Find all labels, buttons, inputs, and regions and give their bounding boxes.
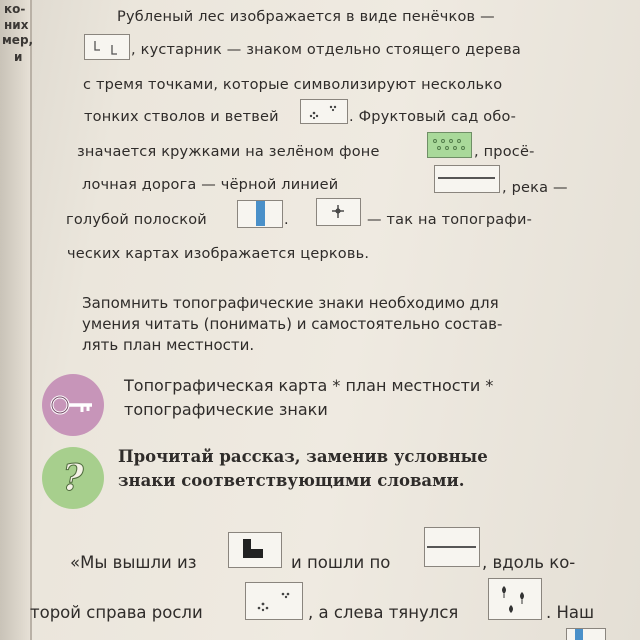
gutter-text: мер, — [2, 33, 34, 47]
question-mark-icon — [42, 447, 104, 509]
road-symbol — [434, 165, 500, 193]
text-line-4a: тонких стволов и ветвей — [84, 109, 279, 125]
text-line-8: ческих картах изображается церковь. — [67, 246, 370, 262]
church-symbol — [316, 198, 361, 226]
text-line-7a: голубой полоской — [66, 212, 207, 228]
story-line-2b: , а слева тянулся — [308, 603, 459, 622]
keywords-line-1: Топографическая карта * план местности * — [124, 376, 494, 395]
dirt-road-icon — [435, 166, 498, 191]
key-icon — [42, 374, 104, 436]
text-line-1: Рубленый лес изображается в виде пенёчков — — [117, 9, 495, 25]
church-cross-icon — [317, 199, 359, 224]
shrub-symbol — [300, 99, 348, 124]
task-line-1: Прочитай рассказ, заменив условные — [118, 447, 488, 466]
story-line-1c: , вдоль ко- — [482, 553, 576, 572]
task-badge — [42, 447, 104, 509]
svg-text:?: ? — [62, 457, 84, 499]
keywords-line-2: топографические знаки — [124, 400, 328, 419]
partial-symbol — [566, 628, 606, 640]
deciduous-tree-icon — [489, 579, 540, 618]
text-line-6a: лочная дорога — чёрной линией — [82, 177, 339, 193]
text-line-7b: . — [284, 212, 289, 228]
text-line-4b: . Фруктовый сад обо- — [349, 109, 516, 125]
memorize-line: умения читать (понимать) и самостоятельно состав- — [82, 315, 503, 333]
memorize-line: лять план местности. — [82, 336, 255, 354]
memorize-line: Запомнить топографические знаки необходимо для — [82, 294, 499, 312]
memorize-paragraph — [82, 293, 502, 356]
orchard-symbol — [427, 132, 472, 158]
cut-forest-symbol — [84, 34, 130, 60]
previous-page-edge — [0, 0, 32, 640]
task-line-2: знаки соответствующими словами. — [118, 471, 465, 490]
house-symbol — [228, 532, 282, 568]
river-symbol — [237, 200, 283, 228]
story-line-1b: и пошли по — [291, 553, 391, 572]
story-line-1a: «Мы вышли из — [70, 553, 197, 572]
building-icon — [229, 533, 280, 566]
dirt-road-icon — [425, 528, 478, 565]
text-line-3: с тремя точками, которые символизируют несколько — [83, 77, 503, 93]
shrub-symbol-story — [245, 582, 303, 620]
road-symbol-story — [424, 527, 480, 567]
shrub-dots-icon — [301, 100, 346, 122]
story-line-2a: торой справа росли — [30, 603, 203, 622]
orchard-circles-icon — [428, 133, 470, 156]
text-line-2: , кустарник — знаком отдельно стоящего дерева — [131, 42, 521, 58]
shrub-dots-icon — [246, 583, 301, 618]
gutter-text: них — [4, 18, 29, 32]
text-line-5b: , просё- — [474, 144, 535, 160]
text-line-6b: , река — — [502, 180, 568, 196]
story-line-2c: . Наш — [546, 603, 595, 622]
river-stripe-icon — [567, 629, 604, 640]
gutter-text: ко- — [4, 2, 26, 16]
forest-symbol-story — [488, 578, 542, 620]
text-line-5a: значается кружками на зелёном фоне — [77, 144, 380, 160]
gutter-text: и — [14, 50, 23, 64]
stumps-icon — [85, 35, 128, 58]
text-line-7c: — так на топографи- — [367, 212, 533, 228]
river-stripe-icon — [238, 201, 281, 226]
keywords-badge — [42, 374, 104, 436]
